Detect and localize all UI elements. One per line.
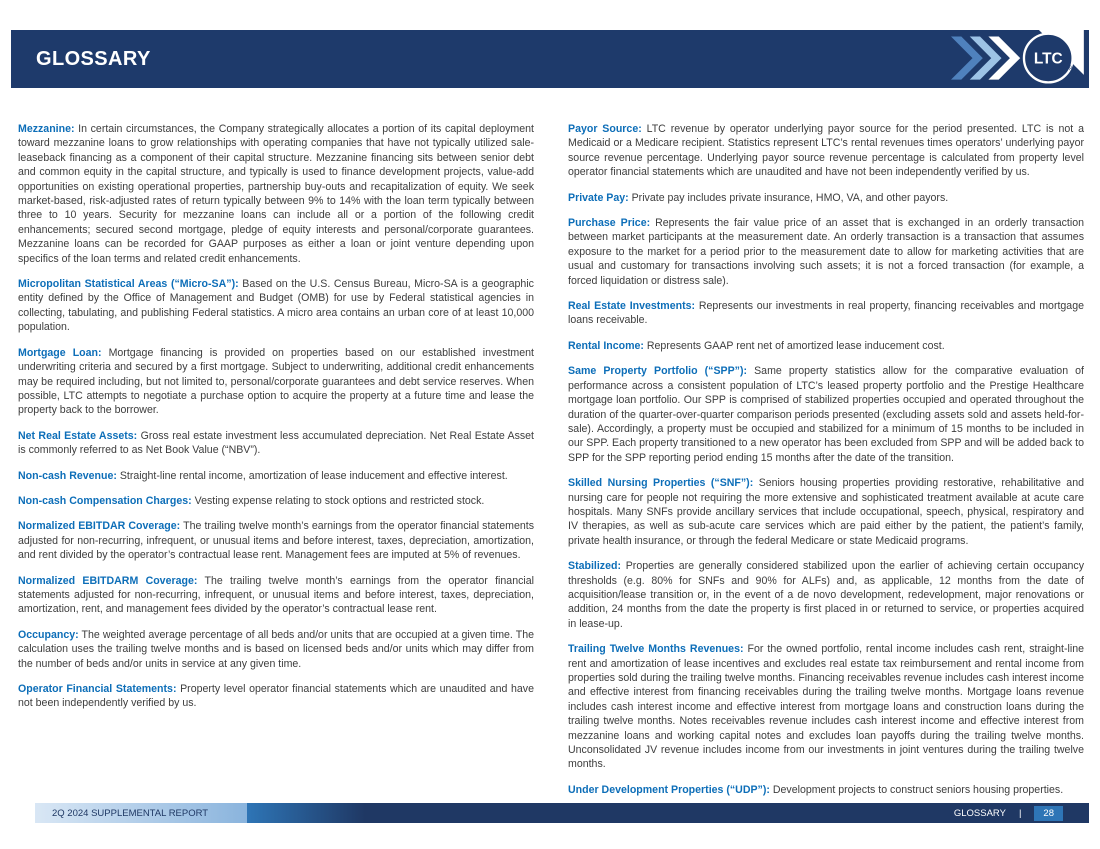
glossary-entry [568, 122, 1084, 180]
glossary-term: Net Real Estate Assets: [18, 429, 138, 442]
glossary-term: Normalized EBITDAR Coverage: [18, 520, 181, 533]
glossary-definition: Property level operator financial statements which are unaudited and have not been independently verified by us. [18, 683, 534, 710]
glossary-definition: In certain circumstances, the Company strategically allocates a portion of its capital deployment toward mezzanine loans to grow relationships with operating companies that have not typically utilized sale-leaseback financing as a component of their capital structure. Mezzanine financing sits between senior debt and common equity in the capital structure, and typically is used to finance development projects, value-add opportunities on existing operational properties, partnership buy-outs and recapitalization of equity. We seek market-based, risk-adjusted rates of return typically between 9% to 14% with the loan term typically between three to 10 years. Security for mezzanine loans can include all or a portion of the following credit enhancements; secured second mortgage, pledge of equity interests and personal/corporate guarantees. Mezzanine loans can be recorded for GAAP purposes as either a loan or joint venture depending upon specifics of the loan terms and related credit enhancements. [18, 123, 534, 265]
footer-report-bar [35, 803, 247, 823]
glossary-entry [18, 277, 534, 335]
chevrons-icon [951, 37, 1020, 80]
glossary-entry [568, 476, 1084, 548]
glossary-entry [18, 628, 534, 671]
page-title: GLOSSARY [36, 47, 151, 70]
glossary-entry [18, 469, 534, 483]
glossary-term: Micropolitan Statistical Areas (“Micro-SA”): [18, 278, 239, 291]
glossary-definition: The trailing twelve month’s earnings from the operator financial statements adjusted for non-recurring, infrequent, or unusual items and before interest, taxes, depreciation, amortization, rent, and management fees divided by the operator’s contractual lease rent. [18, 574, 534, 616]
glossary-term: Operator Financial Statements: [18, 683, 177, 695]
logo-reit-text: REIT [1065, 64, 1080, 79]
glossary-term: Trailing Twelve Months Revenues: [568, 643, 744, 656]
glossary-entry [568, 559, 1084, 631]
glossary-term: Stabilized: [568, 560, 621, 573]
footer-separator: | [1018, 807, 1022, 819]
glossary-content [18, 122, 1084, 808]
glossary-entry [18, 519, 534, 562]
glossary-definition: Based on the U.S. Census Bureau, Micro-SA is a geographic entity defined by the Office of Management and Budget (OMB) for use by Federal statistical agencies in collecting, tabulating, and publishing Federal statistics. A micro area contains an urban core of at least 10,000 population. [18, 278, 534, 334]
glossary-entry [18, 346, 534, 418]
glossary-term: Real Estate Investments: [568, 300, 696, 313]
glossary-definition: Development projects to construct seniors housing properties. [772, 783, 1064, 796]
glossary-entry [18, 122, 534, 266]
glossary-entry [568, 216, 1084, 288]
footer-report-label: 2Q 2024 SUPPLEMENTAL REPORT [52, 807, 209, 819]
glossary-entry [18, 682, 534, 711]
page-number: 28 [1034, 806, 1063, 821]
glossary-term: Skilled Nursing Properties (“SNF”): [568, 477, 754, 490]
glossary-entry [18, 574, 534, 617]
glossary-term: Mezzanine: [18, 123, 75, 135]
glossary-term: Normalized EBITDARM Coverage: [18, 574, 198, 587]
page-header [11, 30, 1089, 88]
glossary-entry [18, 429, 534, 458]
glossary-term: Under Development Properties (“UDP”): [568, 783, 770, 796]
glossary-entry [568, 339, 1084, 353]
footer-section-bar [365, 803, 1089, 823]
glossary-definition: The weighted average percentage of all beds and/or units that are occupied at a given time. The calculation uses the trailing twelve months and is based on licensed beds and/or units which may differ from the number of beds and/or units in service at any given time. [18, 628, 534, 670]
glossary-column-right [568, 122, 1084, 808]
glossary-entry [568, 299, 1084, 328]
glossary-definition: LTC revenue by operator underlying payor source for the period presented. LTC is not a Medicaid or a Medicare recipient. Statistics represent LTC’s rental revenues times operators’ underlying payor source revenue percentage. Underlying payor source revenue percentage is calculated from property level operator financial statements which are unaudited and have not been independently verified by us. [568, 123, 1084, 179]
glossary-entry [568, 783, 1084, 797]
glossary-definition: Seniors housing properties providing restorative, rehabilitative and nursing care for people not requiring the more extensive and sophisticated treatment available at acute care hospitals. Many SNFs provide ancillary services that include occupational, speech, physical, respiratory and IV therapies, as well as sub-acute care services which are paid either by the patient, the patient’s family, private health insurance, or through the federal Medicare or state Medicaid programs. [568, 477, 1084, 547]
glossary-definition: Represents our investments in real property, financing receivables and mortgage loans receivable. [568, 300, 1084, 327]
glossary-term: Occupancy: [18, 628, 79, 641]
glossary-definition: Gross real estate investment less accumulated depreciation. Net Real Estate Asset is commonly referred to as Net Book Value (“NBV”). [18, 429, 534, 457]
glossary-term: Non-cash Compensation Charges: [18, 494, 192, 507]
glossary-definition: Mortgage financing is provided on properties based on our established investment underwriting criteria and secured by a first mortgage. Subject to underwriting, additional credit enhancements may be required including, but not limited to, personal/corporate guarantees and debt service reserves. When possible, LTC attempts to negotiate a purchase option to acquire the property at a future time and lease the property back to the borrower. [18, 346, 534, 417]
glossary-term: Payor Source: [568, 123, 642, 135]
glossary-definition: Private pay includes private insurance, HMO, VA, and other payors. [631, 191, 949, 204]
glossary-definition: Vesting expense relating to stock options and restricted stock. [194, 494, 485, 507]
glossary-entry [568, 364, 1084, 465]
footer-section-label: GLOSSARY [953, 807, 1006, 819]
glossary-term: Purchase Price: [568, 217, 651, 230]
glossary-definition: The trailing twelve month’s earnings from the operator financial statements adjusted for non-recurring, infrequent, or unusual items and before interest, taxes, depreciation, amortization, and rent divided by the operator’s contractual lease rent. Management fees are imputed at 5% of revenues. [18, 520, 534, 562]
glossary-entry [568, 191, 1084, 205]
glossary-entry [568, 642, 1084, 772]
glossary-term: Rental Income: [568, 339, 644, 352]
ltc-reit-logo [929, 30, 1089, 88]
glossary-column-left [18, 122, 534, 808]
glossary-definition: Properties are generally considered stabilized upon the earlier of achieving certain occupancy thresholds (e.g. 80% for SNFs and 90% for ALFs) and, as applicable, 12 months from the date of acquisition/lease transition or, in the event of a de novo development, redevelopment, major renovations or addition, 24 months from the date the property is first placed in or returned to service, or properties acquired in lease-up. [568, 560, 1084, 630]
logo-text: LTC [1033, 50, 1063, 68]
glossary-definition: Represents GAAP rent net of amortized lease inducement cost. [646, 339, 945, 352]
glossary-entry [18, 494, 534, 508]
glossary-term: Non-cash Revenue: [18, 469, 117, 482]
glossary-term: Same Property Portfolio (“SPP”): [568, 365, 748, 378]
footer-gradient-bar [247, 803, 365, 823]
glossary-definition: Straight-line rental income, amortization of lease inducement and effective interest. [119, 469, 508, 482]
glossary-term: Mortgage Loan: [18, 346, 102, 359]
glossary-definition: Same property statistics allow for the comparative evaluation of performance across a consistent population of LTC’s leased property portfolio and the Prestige Healthcare mortgage loan portfolio. Our SPP is comprised of stabilized properties occupied and operated throughout the duration of the quarter-over-quarter comparison periods presented (excluding assets sold and assets held-for-sale). Accordingly, a property must be occupied and stabilized for a minimum of 15 months to be included in our SPP. Each property transitioned to a new operator has been excluded from SPP and will be added back to SPP for the SPP reporting period ending 15 months after the date of the transition. [568, 365, 1084, 464]
glossary-term: Private Pay: [568, 191, 629, 204]
page-footer [35, 803, 1089, 823]
glossary-definition: Represents the fair value price of an asset that is exchanged in an orderly transaction between market participants at the measurement date. An orderly transaction is a transaction that assumes exposure to the market for a period prior to the measurement date to allow for marketing activities that are usual and customary for transactions involving such assets; it is not a forced transaction (for example, a forced liquidation or distress sale). [568, 217, 1084, 287]
glossary-definition: For the owned portfolio, rental income includes cash rent, straight-line rent and amortization of lease incentives and excludes real estate tax reimbursement and rental income from properties sold during the trailing twelve months. Financing receivables revenue includes cash interest income and effective interest from financing receivables during the trailing twelve months. Mortgage loans revenue includes cash interest income and effective interest from mortgage loans and construction loans during the trailing twelve months. Notes receivables revenue includes cash interest income and effective interest from mezzanine loans and working capital notes and excludes loan payoffs during the trailing twelve months. Unconsolidated JV revenue includes income from our investments in joint ventures during the trailing twelve months. [568, 643, 1084, 771]
